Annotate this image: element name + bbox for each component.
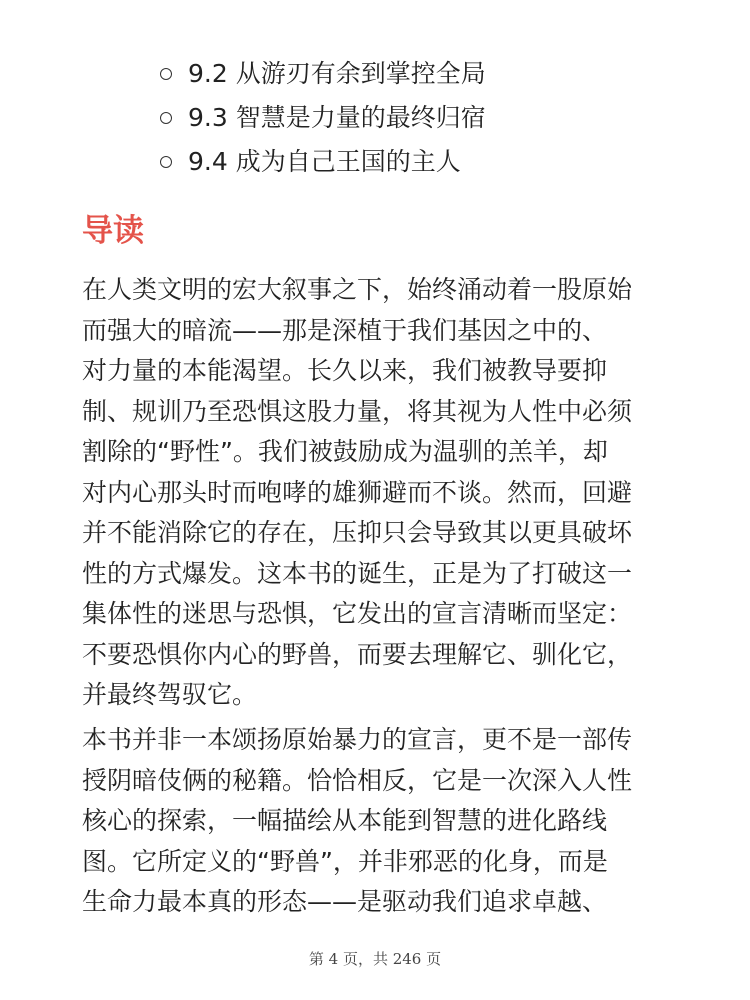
section-heading: 导读 xyxy=(82,213,144,249)
text-line: 授阴暗伎俩的秘籍。恰恰相反，它是一次深入人性 xyxy=(82,765,633,795)
text-line: 并不能消除它的存在，压抑只会导致其以更具破坏 xyxy=(82,518,633,547)
text-line: 核心的探索，一幅描绘从本能到智慧的进化路线 xyxy=(82,806,608,835)
circle-bullet-icon xyxy=(160,68,172,80)
toc-item-label: 9.4 成为自己王国的主人 xyxy=(188,147,461,176)
text-line: 制、规训乃至恐惧这股力量，将其视为人性中必须 xyxy=(82,396,633,426)
circle-bullet-icon xyxy=(160,156,172,168)
text-line: 对力量的本能渴望。长久以来，我们被教导要抑 xyxy=(82,356,608,385)
text-line: 性的方式爆发。这本书的诞生，正是为了打破这一 xyxy=(82,558,633,588)
text-line: 集体性的迷思与恐惧，它发出的宣言清晰而坚定： xyxy=(82,599,633,628)
page-number-footer: 第 4 页，共 246 页 xyxy=(308,950,442,968)
text-line: 本书并非一本颂扬原始暴力的宣言，更不是一部传 xyxy=(82,725,633,754)
toc-item-label: 9.2 从游刃有余到掌控全局 xyxy=(188,59,486,88)
text-line: 在人类文明的宏大叙事之下，始终涌动着一股原始 xyxy=(82,275,633,304)
text-line: 生命力最本真的形态——是驱动我们追求卓越、 xyxy=(82,887,608,916)
text-line: 对内心那头时而咆哮的雄狮避而不谈。然而，回避 xyxy=(82,477,633,507)
toc-item[interactable] xyxy=(160,140,486,184)
toc-list xyxy=(160,52,486,184)
text-line: 图。它所定义的“野兽”，并非邪恶的化身，而是 xyxy=(82,846,608,876)
text-line: 并最终驾驭它。 xyxy=(82,680,258,709)
paragraph-1 xyxy=(82,270,672,716)
toc-item[interactable] xyxy=(160,96,486,140)
toc-item[interactable] xyxy=(160,52,486,96)
paragraph-2 xyxy=(82,720,672,923)
toc-item-label: 9.3 智慧是力量的最终归宿 xyxy=(188,103,486,132)
text-line: 而强大的暗流——那是深植于我们基因之中的、 xyxy=(82,315,608,345)
circle-bullet-icon xyxy=(160,112,172,124)
text-line: 割除的“野性”。我们被鼓励成为温驯的羔羊，却 xyxy=(82,437,608,466)
text-line: 不要恐惧你内心的野兽，而要去理解它、驯化它， xyxy=(82,639,633,669)
